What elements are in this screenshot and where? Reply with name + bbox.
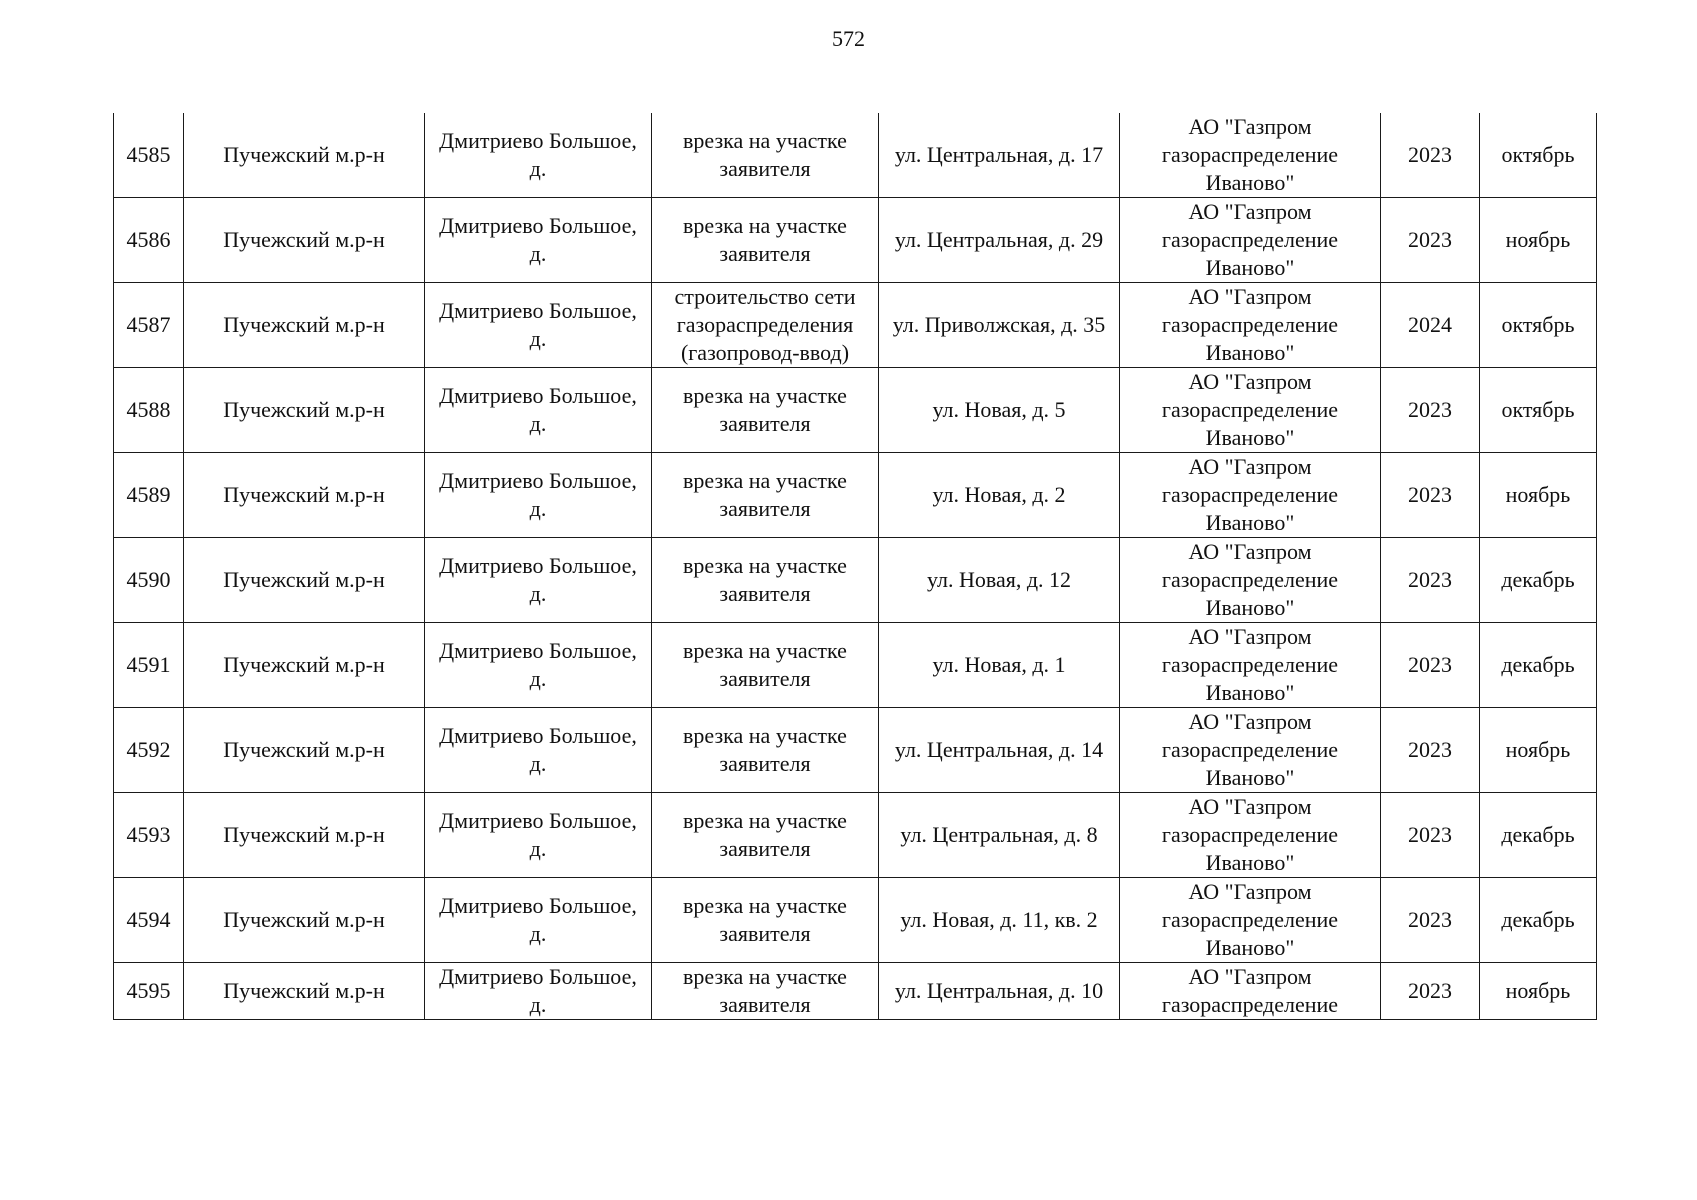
table-body [114, 113, 1597, 1020]
district-cell-text: Пучежский м.р-н [223, 312, 385, 337]
address-cell [879, 538, 1120, 623]
locality-cell-text: Дмитриево Большое, д. [439, 964, 637, 1017]
district-cell [184, 878, 425, 963]
row-number-cell [114, 878, 184, 963]
work-type-cell [652, 708, 879, 793]
month-cell [1480, 708, 1597, 793]
work-type-cell-text: врезка на участке заявителя [683, 638, 847, 691]
month-cell-text: декабрь [1501, 567, 1575, 592]
district-cell-text: Пучежский м.р-н [223, 978, 385, 1003]
year-cell-text: 2023 [1408, 227, 1452, 252]
district-cell-text: Пучежский м.р-н [223, 227, 385, 252]
year-cell [1381, 793, 1480, 878]
row-number-cell-text: 4593 [126, 822, 171, 847]
locality-cell [425, 963, 652, 1020]
address-cell [879, 198, 1120, 283]
district-cell [184, 453, 425, 538]
district-cell [184, 963, 425, 1020]
organization-cell [1120, 963, 1381, 1020]
work-type-cell [652, 198, 879, 283]
work-type-cell [652, 283, 879, 368]
row-number-cell [114, 198, 184, 283]
table-row [114, 538, 1597, 623]
row-number-cell [114, 453, 184, 538]
month-cell-text: октябрь [1501, 312, 1575, 337]
address-cell-text: ул. Приволжская, д. 35 [892, 312, 1106, 337]
locality-cell [425, 623, 652, 708]
work-type-cell [652, 963, 879, 1020]
table-row [114, 878, 1597, 963]
row-number-cell [114, 793, 184, 878]
year-cell-text: 2023 [1408, 978, 1452, 1003]
month-cell [1480, 963, 1597, 1020]
address-cell [879, 793, 1120, 878]
locality-cell-text: Дмитриево Большое, д. [439, 808, 637, 861]
year-cell [1381, 878, 1480, 963]
month-cell [1480, 538, 1597, 623]
organization-cell [1120, 283, 1381, 368]
locality-cell [425, 368, 652, 453]
work-type-cell-text: врезка на участке заявителя [683, 964, 847, 1017]
locality-cell [425, 538, 652, 623]
year-cell [1381, 538, 1480, 623]
address-cell-text: ул. Центральная, д. 10 [894, 978, 1104, 1003]
work-type-cell-text: врезка на участке заявителя [683, 553, 847, 606]
work-type-cell [652, 453, 879, 538]
address-cell [879, 708, 1120, 793]
locality-cell-text: Дмитриево Большое, д. [439, 128, 637, 181]
address-cell-text: ул. Центральная, д. 17 [894, 142, 1104, 167]
locality-cell [425, 793, 652, 878]
locality-cell [425, 878, 652, 963]
address-cell-text: ул. Новая, д. 5 [932, 397, 1066, 422]
row-number-cell [114, 963, 184, 1020]
year-cell-text: 2023 [1408, 737, 1452, 762]
address-cell [879, 283, 1120, 368]
work-type-cell [652, 113, 879, 198]
year-cell-text: 2024 [1408, 312, 1452, 337]
district-cell-text: Пучежский м.р-н [223, 567, 385, 592]
table-row [114, 368, 1597, 453]
year-cell-text: 2023 [1408, 567, 1452, 592]
locality-cell-text: Дмитриево Большое, д. [439, 213, 637, 266]
month-cell-text: ноябрь [1505, 227, 1571, 252]
year-cell-text: 2023 [1408, 397, 1452, 422]
work-type-cell [652, 538, 879, 623]
organization-cell [1120, 453, 1381, 538]
row-number-cell-text: 4589 [126, 482, 171, 507]
district-cell [184, 368, 425, 453]
month-cell [1480, 623, 1597, 708]
district-cell [184, 623, 425, 708]
table-row [114, 708, 1597, 793]
work-type-cell-text: врезка на участке заявителя [683, 893, 847, 946]
organization-cell-text: АО "Газпром газораспределение Иваново" [1161, 284, 1339, 365]
address-cell [879, 453, 1120, 538]
row-number-cell [114, 708, 184, 793]
address-cell-text: ул. Новая, д. 12 [926, 567, 1072, 592]
table-row [114, 113, 1597, 198]
year-cell [1381, 453, 1480, 538]
work-type-cell-text: врезка на участке заявителя [683, 808, 847, 861]
month-cell-text: ноябрь [1505, 737, 1571, 762]
locality-cell-text: Дмитриево Большое, д. [439, 298, 637, 351]
work-type-cell [652, 878, 879, 963]
locality-cell-text: Дмитриево Большое, д. [439, 468, 637, 521]
year-cell-text: 2023 [1408, 907, 1452, 932]
row-number-cell-text: 4595 [126, 978, 171, 1003]
address-cell-text: ул. Центральная, д. 8 [900, 822, 1098, 847]
work-type-cell [652, 793, 879, 878]
work-type-cell-text: строительство сети газораспределения (газопровод-ввод) [674, 284, 856, 365]
district-cell [184, 113, 425, 198]
work-type-cell [652, 368, 879, 453]
district-cell-text: Пучежский м.р-н [223, 397, 385, 422]
row-number-cell-text: 4594 [126, 907, 171, 932]
page-number: 572 [832, 26, 865, 51]
month-cell-text: октябрь [1501, 142, 1575, 167]
row-number-cell [114, 538, 184, 623]
month-cell-text: декабрь [1501, 907, 1575, 932]
year-cell [1381, 963, 1480, 1020]
district-cell [184, 538, 425, 623]
table-row [114, 963, 1597, 1020]
month-cell [1480, 878, 1597, 963]
year-cell [1381, 198, 1480, 283]
month-cell [1480, 453, 1597, 538]
organization-cell [1120, 623, 1381, 708]
district-cell-text: Пучежский м.р-н [223, 907, 385, 932]
month-cell-text: ноябрь [1505, 978, 1571, 1003]
year-cell-text: 2023 [1408, 142, 1452, 167]
district-cell [184, 283, 425, 368]
month-cell-text: ноябрь [1505, 482, 1571, 507]
month-cell [1480, 113, 1597, 198]
organization-cell [1120, 538, 1381, 623]
locality-cell [425, 708, 652, 793]
organization-cell-text: АО "Газпром газораспределение Иваново" [1161, 199, 1339, 280]
year-cell [1381, 368, 1480, 453]
locality-cell [425, 453, 652, 538]
work-type-cell-text: врезка на участке заявителя [683, 383, 847, 436]
table-row [114, 793, 1597, 878]
locality-cell [425, 198, 652, 283]
district-cell-text: Пучежский м.р-н [223, 142, 385, 167]
year-cell [1381, 113, 1480, 198]
data-table [113, 113, 1597, 1020]
row-number-cell-text: 4592 [126, 737, 171, 762]
month-cell-text: декабрь [1501, 822, 1575, 847]
row-number-cell [114, 623, 184, 708]
row-number-cell-text: 4586 [126, 227, 171, 252]
address-cell [879, 368, 1120, 453]
locality-cell-text: Дмитриево Большое, д. [439, 723, 637, 776]
row-number-cell-text: 4591 [126, 652, 171, 677]
organization-cell [1120, 198, 1381, 283]
locality-cell [425, 113, 652, 198]
table-row [114, 198, 1597, 283]
address-cell [879, 113, 1120, 198]
organization-cell-text: АО "Газпром газораспределение Иваново" [1161, 709, 1339, 790]
district-cell-text: Пучежский м.р-н [223, 482, 385, 507]
row-number-cell [114, 368, 184, 453]
district-cell [184, 708, 425, 793]
district-cell [184, 198, 425, 283]
organization-cell [1120, 113, 1381, 198]
table-row [114, 283, 1597, 368]
organization-cell-text: АО "Газпром газораспределение Иваново" [1161, 624, 1339, 705]
district-cell-text: Пучежский м.р-н [223, 652, 385, 677]
row-number-cell-text: 4585 [126, 142, 171, 167]
organization-cell-text: АО "Газпром газораспределение Иваново" [1161, 879, 1339, 960]
year-cell-text: 2023 [1408, 822, 1452, 847]
row-number-cell-text: 4588 [126, 397, 171, 422]
address-cell [879, 623, 1120, 708]
address-cell-text: ул. Новая, д. 1 [932, 652, 1066, 677]
row-number-cell [114, 113, 184, 198]
row-number-cell [114, 283, 184, 368]
organization-cell [1120, 368, 1381, 453]
organization-cell-text: АО "Газпром газораспределение [1161, 964, 1339, 1017]
year-cell-text: 2023 [1408, 482, 1452, 507]
organization-cell-text: АО "Газпром газораспределение Иваново" [1161, 114, 1339, 195]
district-cell-text: Пучежский м.р-н [223, 737, 385, 762]
work-type-cell-text: врезка на участке заявителя [683, 468, 847, 521]
month-cell-text: декабрь [1501, 652, 1575, 677]
month-cell [1480, 198, 1597, 283]
organization-cell [1120, 793, 1381, 878]
locality-cell [425, 283, 652, 368]
work-type-cell-text: врезка на участке заявителя [683, 723, 847, 776]
district-cell-text: Пучежский м.р-н [223, 822, 385, 847]
year-cell [1381, 283, 1480, 368]
table-row [114, 623, 1597, 708]
work-type-cell-text: врезка на участке заявителя [683, 128, 847, 181]
row-number-cell-text: 4590 [126, 567, 171, 592]
organization-cell-text: АО "Газпром газораспределение Иваново" [1161, 794, 1339, 875]
table-row [114, 453, 1597, 538]
address-cell-text: ул. Новая, д. 2 [932, 482, 1066, 507]
organization-cell-text: АО "Газпром газораспределение Иваново" [1161, 454, 1339, 535]
organization-cell-text: АО "Газпром газораспределение Иваново" [1161, 539, 1339, 620]
organization-cell [1120, 708, 1381, 793]
locality-cell-text: Дмитриево Большое, д. [439, 893, 637, 946]
work-type-cell [652, 623, 879, 708]
month-cell [1480, 283, 1597, 368]
month-cell [1480, 793, 1597, 878]
row-number-cell-text: 4587 [126, 312, 171, 337]
year-cell [1381, 623, 1480, 708]
locality-cell-text: Дмитриево Большое, д. [439, 638, 637, 691]
organization-cell-text: АО "Газпром газораспределение Иваново" [1161, 369, 1339, 450]
address-cell-text: ул. Центральная, д. 29 [894, 227, 1104, 252]
address-cell [879, 963, 1120, 1020]
month-cell [1480, 368, 1597, 453]
year-cell [1381, 708, 1480, 793]
address-cell-text: ул. Новая, д. 11, кв. 2 [900, 907, 1098, 932]
work-type-cell-text: врезка на участке заявителя [683, 213, 847, 266]
address-cell [879, 878, 1120, 963]
year-cell-text: 2023 [1408, 652, 1452, 677]
address-cell-text: ул. Центральная, д. 14 [894, 737, 1104, 762]
locality-cell-text: Дмитриево Большое, д. [439, 553, 637, 606]
district-cell [184, 793, 425, 878]
locality-cell-text: Дмитриево Большое, д. [439, 383, 637, 436]
organization-cell [1120, 878, 1381, 963]
month-cell-text: октябрь [1501, 397, 1575, 422]
